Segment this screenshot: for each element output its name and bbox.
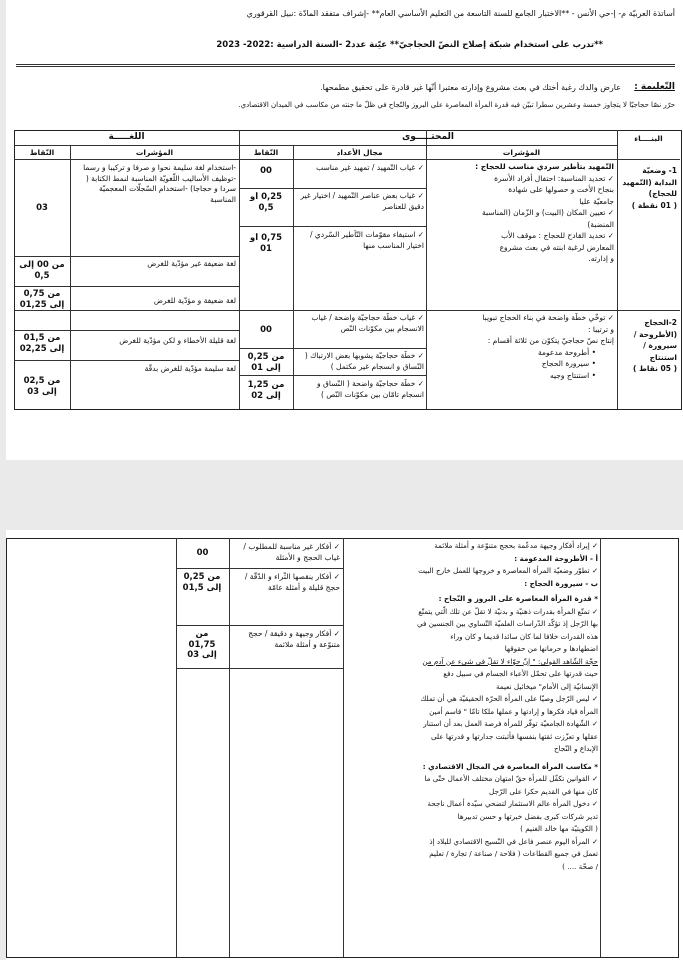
lang-item-0: -استخدام لغة سليمة نحوا و صرفا و تركيبا و رسما -توظيف الأساليب اللّغويّة المناسبة لنمط الكتابة ( سردا و حجاجا) -استخدام السّجلّات المعجميّة المناسبة	[83, 163, 236, 204]
instruction-label: التّعليمة :	[634, 82, 675, 92]
col-lang-indicators: المؤشرات	[135, 148, 174, 157]
row1-score-1: 0,25 أو 0,5	[249, 192, 283, 213]
header-supervision-line: أساتذة العربيّة م- إ-حي الأنس - **الاختبار الجامع للسنة التاسعة من التعليم الأساسي العام** -إشراف متفقد المادّة :نبيل القرقوري	[246, 9, 675, 18]
col-lang-points: النّقاط	[29, 148, 55, 157]
row2-score-0: 00	[260, 325, 272, 335]
col-language: اللّغـــــة	[108, 132, 145, 142]
row2-indicators: ✓ توخّي خطّة واضحة في بناء الحجاج تبويبا و ترتيبا : إنتاج نصّ حجاجيّ يتكوّن من ثلاثة أقسام : • أطروحة مدعومة • سيرورة الحجاج • استنتاج وجيه	[482, 313, 614, 380]
page2-score-2: من 01,75 إلى 03	[187, 629, 217, 660]
row2-score-1: من 0,25 إلى 01	[247, 352, 285, 373]
header-title: **تدرب على استخدام شبكة إصلاح النصّ الحجاجيّ** عيّنة عدد2 -السنة الدراسية :2022- 2023	[216, 40, 603, 50]
col-content: المحتـــــوى	[402, 132, 454, 142]
row1-score-2: 0,75 أو 01	[249, 233, 283, 254]
row2-number-2: ✓ خطّة حجاجيّة واضحة ( النّساق و انسجام تامّان بين مكوّنات النّص )	[317, 379, 424, 399]
col-numbers: مجال الأعداد	[336, 148, 383, 157]
page2-number-1: ✓ أفكار ينقصها الثّراء و الدّقّة / حجج قليلة و أمثلة عامّة	[244, 572, 340, 592]
instruction-text-2: حرّر نصّا حجاجيّا لا يتجاوز خمسة وعشرين سطرا تبيّن فيه قدرة المرأة المعاصرة على البروز والنّجاح في ظلّ ما جنته من مكاسب في الميدان الاقتصادي.	[238, 101, 675, 109]
lang-score-4: من 02,5 إلى 03	[23, 376, 61, 397]
page2-number-0: ✓ أفكار غير مناسبة للمطلوب / غياب الحجج و الأمثلة	[243, 542, 340, 562]
page2-score-0: 00	[196, 548, 209, 558]
lang-score-3: من 01,5 إلى 02,25	[19, 333, 65, 354]
lang-score-0: 03	[36, 203, 48, 213]
col-points: النّقاط	[253, 148, 279, 157]
page2-score-1: من 0,25 إلى 01,5	[182, 572, 222, 593]
rubric-page-2	[6, 530, 683, 960]
rubric-page-1	[6, 0, 683, 460]
lang-item-2: لغة ضعيفة و مؤدّية للغرض	[153, 296, 236, 305]
lang-item-1: لغة ضعيفة غير مؤدّية للغرض	[147, 259, 236, 268]
page2-argument-lines: ✓ إيراد أفكار وجيهة مدعّمة بحجج متنوّعة و أمثلة ملائمة أ - الأطروحة المدعومة : ✓ تطوّر وضعيّة المرأة المعاصرة و خروجها للعمل خارج البيت ب - سيرورة الحجاج : * قدرة المرأة المعاصرة على البروز و النّجاح : ✓ تمتّع المرأة بقدرات ذهنيّة و بدنيّة لا تقلّ عن تلك الّتي يتمتّع بها الرّجل إذ تؤكّد الدّراسات العلميّة التّساوي بين الجنسين في هذه القدرات خلافا لما كان سائدا قديما و كان وراء اضطهادها و حرمانها من حقوقها حجّة الشّاهد القولي: " إنّ حوّاء لا تقلّ في شيء عن آدم من حيث قدرتها على تحمّل الأعباء الجسام في سبيل دفع الإنسانيّة إلى الأمام" ميخائيل نعيمة ✓ ليس الرّجل وصيّا على المرأة الحرّة الحقيقيّة هي أن تملك المرأة قياد فكرها و إرادتها و عملها ملكا تامّا " قاسم أمين ✓ الشّهادة الجامعيّة توفّر للمرأة فرصة العمل بعد أن استنار عقلها و تعزّزت ثقتها بنفسها فأثبتت جدارتها و قدرتها على الإبداع و النّجاح * مكاسب المرأة المعاصرة في المجال الاقتصادي : ✓ القوانين تكفّل للمرأة حقّ امتهان مختلف الأعمال حتّى ما كان منها في القديم حكرا على الرّجل ✓ دخول المرأة عالم الاستثمار لتضحي سيّدة أعمال ناجحة تدير شركات كبرى بفضل خبرتها و حسن تدبيرها ( الكويتيّة مها خالد الغنيم ) ✓ المرأة اليوم عنصر فاعل في النّسيج الاقتصادي للبلاد إذ تعمل في جميع القطاعات ( فلاحة / صناعة / تجارة / تعليم / صحّة .... )	[417, 541, 598, 871]
page2-number-2: ✓ أفكار وجيهة و دقيقة / حجج متنوّعة و أمثلة ملائمة	[248, 629, 340, 649]
row1-number-1: ✓ غياب بعض عناصر التّمهيد / اختيار غير دقيق للعناصر	[300, 191, 424, 211]
col-indicators: المؤشرات	[502, 148, 541, 157]
row1-score-0: 00	[260, 166, 272, 176]
lang-score-2: من 0,75 إلى 01,25	[19, 289, 65, 310]
lang-item-3: لغة قليلة الأخطاء و لكن مؤدّية للغرض	[119, 336, 236, 345]
row1-number-2: ✓ استيفاء مقوّمات التّأطير السّردي / اختيار المناسب منها	[310, 230, 424, 250]
row1-structure: 1- وضعيّة البداية (التّمهيد للحجاج) ( 01 نقطة )	[622, 166, 677, 210]
header-separator	[16, 64, 675, 67]
row2-number-0: ✓ غياب خطّة حجاجيّة واضحة / غياب الانسجام بين مكوّنات النّص	[311, 313, 424, 333]
row2-number-1: ✓ خطّة حجاجيّة يشوبها بعض الارتباك ( النّساق و انسجام غير مكتمل )	[304, 351, 424, 371]
instruction-text-1: عارض والدك رغبة أختك في بعث مشروع وإدارته معتبرا أنّها غير قادرة على تحقيق مطمحها.	[320, 83, 621, 92]
col-structure: البنــــاء	[634, 134, 663, 143]
lang-item-4: لغة سليمة مؤدّية للغرض بدقّة	[144, 364, 236, 373]
row1-number-0: ✓ غياب التّمهيد / تمهيد غير مناسب	[316, 163, 424, 172]
row2-score-2: من 1,25 إلى 02	[247, 380, 285, 401]
row2-structure: 2-الحجاج (الأطروحة / سيرورة / استنتاج ( 05 نقاط )	[633, 318, 677, 373]
lang-score-1: من 00 إلى 0,5	[19, 260, 65, 281]
row1-indicators: التّمهيد بتأطير سردي مناسب للحجاج : ✓ تحديد المناسبة: احتفال أفراد الأسرة بنجاح الأخت و حصولها على شهادة جامعيّة عليا ✓ تعيين المكان (البيت) و الزّمان (المناسبة المنضبة) ✓ تحديد القادح للحجاج : موقف الأب المعارض لرغبة ابنته في بعث مشروع و إدارته.	[475, 162, 614, 263]
